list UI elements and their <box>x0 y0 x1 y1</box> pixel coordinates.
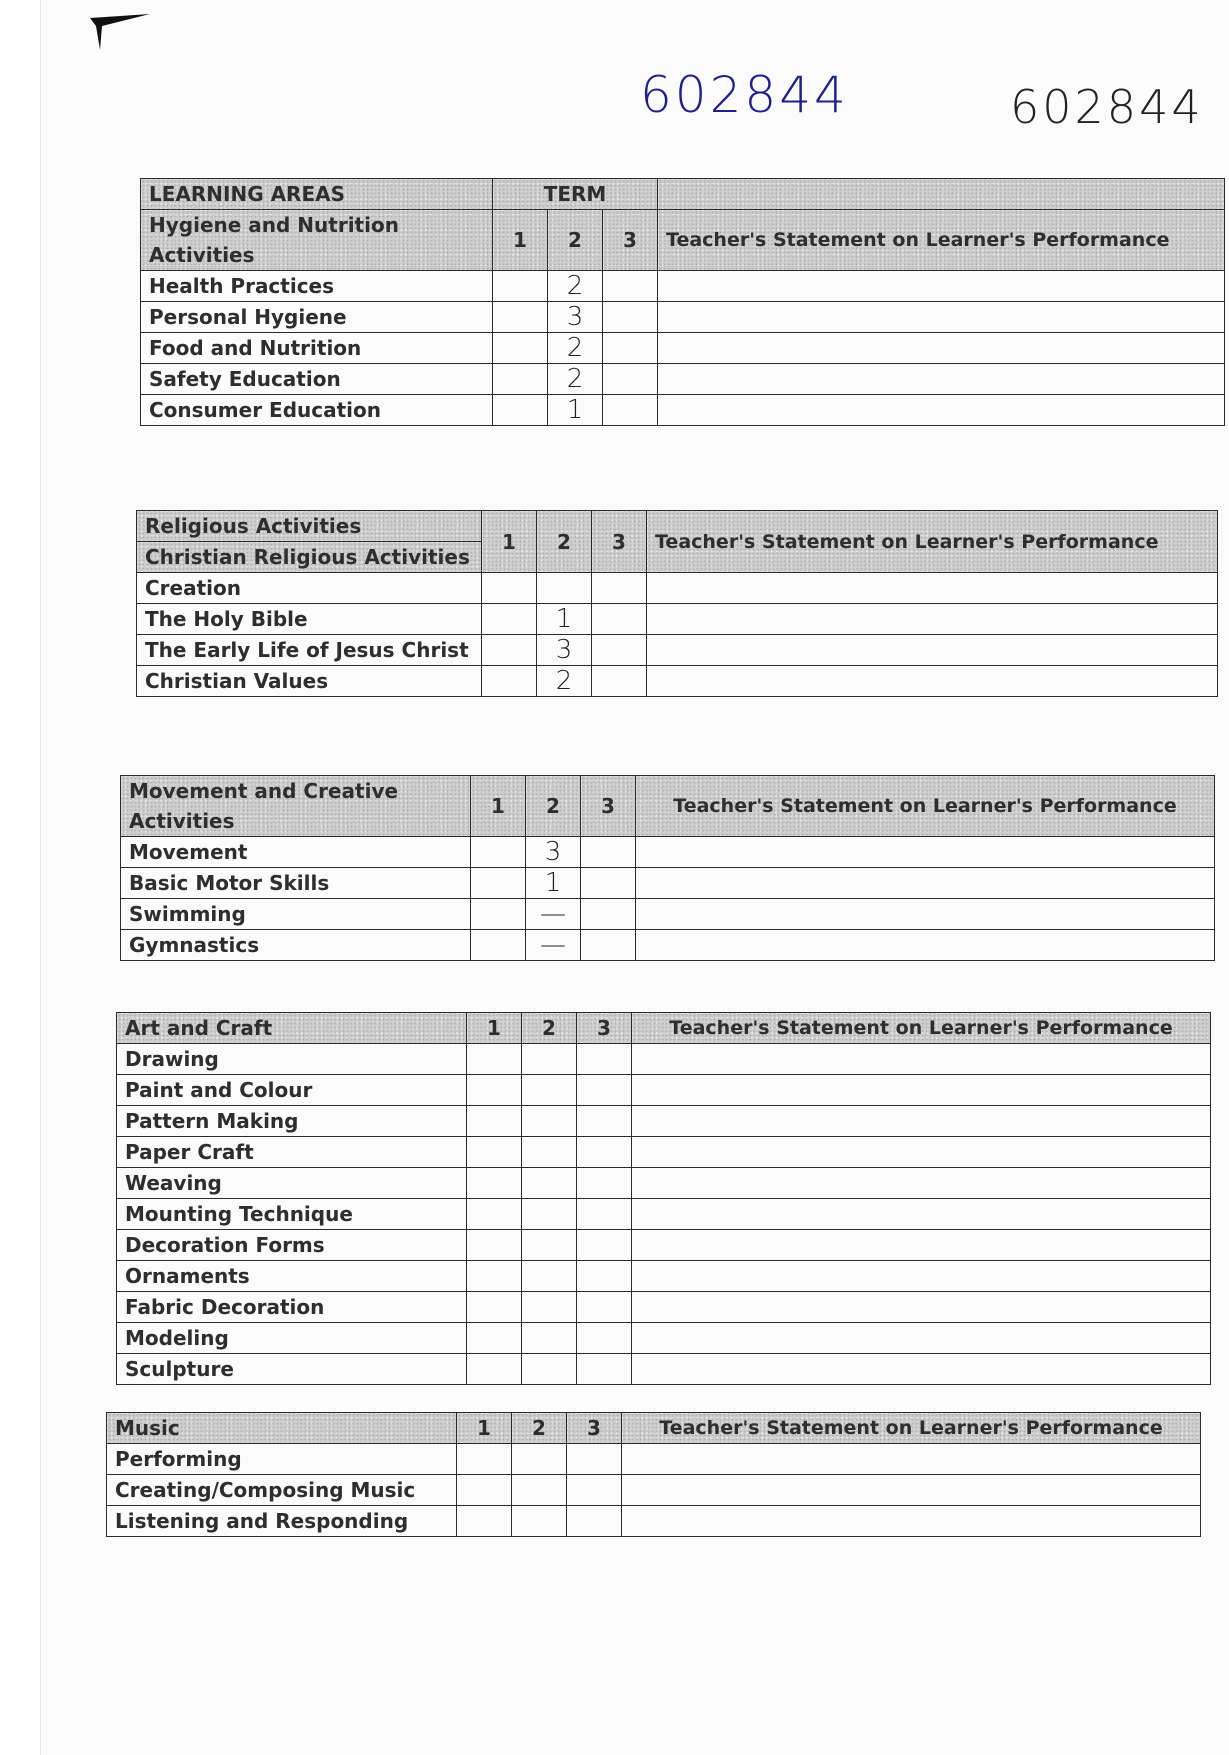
row-label: The Holy Bible <box>137 604 482 635</box>
statement-header: Teacher's Statement on Learner's Performance <box>658 210 1225 271</box>
term-3-cell[interactable] <box>581 930 636 961</box>
row-label: Mounting Technique <box>117 1199 467 1230</box>
term-1-cell[interactable] <box>467 1199 522 1230</box>
term-1-cell[interactable] <box>482 635 537 666</box>
row-label: Health Practices <box>141 271 493 302</box>
row-label: Food and Nutrition <box>141 333 493 364</box>
row-label: Modeling <box>117 1323 467 1354</box>
statement-header-spacer <box>658 179 1225 210</box>
row-label: The Early Life of Jesus Christ <box>137 635 482 666</box>
statement-cell[interactable] <box>658 333 1225 364</box>
statement-cell[interactable] <box>647 635 1218 666</box>
term-3-cell[interactable] <box>577 1354 632 1385</box>
term-1-cell[interactable] <box>467 1137 522 1168</box>
term-1-header: 1 <box>482 511 537 573</box>
statement-cell[interactable] <box>647 573 1218 604</box>
statement-cell[interactable] <box>632 1261 1211 1292</box>
art-craft-table <box>116 1012 1211 1385</box>
term-1-cell[interactable] <box>467 1075 522 1106</box>
row-label: Listening and Responding <box>107 1506 457 1537</box>
row-label: Safety Education <box>141 364 493 395</box>
row-label: Consumer Education <box>141 395 493 426</box>
section-header: Art and Craft <box>117 1013 467 1044</box>
term-2-score[interactable]: 2 <box>548 271 603 302</box>
term-1-cell[interactable] <box>467 1354 522 1385</box>
learning-areas-header: LEARNING AREAS <box>141 179 493 210</box>
term-2-header: 2 <box>548 210 603 271</box>
term-2-score[interactable]: 2 <box>548 333 603 364</box>
statement-cell[interactable] <box>647 604 1218 635</box>
term-1-cell[interactable] <box>467 1106 522 1137</box>
statement-cell[interactable] <box>636 899 1215 930</box>
term-1-cell[interactable] <box>467 1044 522 1075</box>
term-1-cell[interactable] <box>471 837 526 868</box>
term-1-header: 1 <box>493 210 548 271</box>
term-3-cell[interactable] <box>603 333 658 364</box>
term-2-score[interactable]: 2 <box>537 666 592 697</box>
statement-cell[interactable] <box>636 930 1215 961</box>
row-label: Swimming <box>121 899 471 930</box>
term-3-cell[interactable] <box>592 604 647 635</box>
term-3-cell[interactable] <box>577 1292 632 1323</box>
statement-cell[interactable] <box>658 395 1225 426</box>
term-3-header: 3 <box>581 776 636 837</box>
term-2-cell[interactable] <box>522 1323 577 1354</box>
row-label: Christian Values <box>137 666 482 697</box>
term-3-cell[interactable] <box>577 1261 632 1292</box>
statement-cell[interactable] <box>632 1323 1211 1354</box>
term-2-score[interactable]: 3 <box>548 302 603 333</box>
group-label: Christian Religious Activities <box>137 542 482 573</box>
term-2-score[interactable]: 2 <box>548 364 603 395</box>
music-table <box>106 1412 1201 1537</box>
term-2-header: 2 <box>512 1413 567 1444</box>
statement-cell[interactable] <box>632 1354 1211 1385</box>
term-1-header: 1 <box>467 1013 522 1044</box>
statement-cell[interactable] <box>632 1137 1211 1168</box>
term-1-cell[interactable] <box>467 1230 522 1261</box>
term-1-cell[interactable] <box>467 1261 522 1292</box>
term-1-cell[interactable] <box>471 930 526 961</box>
term-1-cell[interactable] <box>493 395 548 426</box>
term-2-cell[interactable] <box>522 1261 577 1292</box>
term-3-cell[interactable] <box>603 395 658 426</box>
term-2-cell[interactable] <box>512 1444 567 1475</box>
term-1-cell[interactable] <box>482 604 537 635</box>
term-1-cell[interactable] <box>457 1444 512 1475</box>
statement-cell[interactable] <box>632 1230 1211 1261</box>
statement-cell[interactable] <box>658 302 1225 333</box>
term-3-cell[interactable] <box>592 666 647 697</box>
row-label: Paper Craft <box>117 1137 467 1168</box>
term-3-cell[interactable] <box>577 1137 632 1168</box>
term-3-cell[interactable] <box>592 573 647 604</box>
term-2-score[interactable]: 1 <box>526 868 581 899</box>
section-header: Music <box>107 1413 457 1444</box>
term-3-cell[interactable] <box>577 1323 632 1354</box>
term-1-cell[interactable] <box>493 364 548 395</box>
movement-creative-table <box>120 775 1215 961</box>
statement-cell[interactable] <box>622 1475 1201 1506</box>
term-1-cell[interactable] <box>482 666 537 697</box>
term-3-cell[interactable] <box>581 837 636 868</box>
row-label: Personal Hygiene <box>141 302 493 333</box>
term-2-score[interactable]: — <box>526 899 581 930</box>
term-2-cell[interactable] <box>522 1168 577 1199</box>
religious-activities-table <box>136 510 1218 697</box>
term-3-cell[interactable] <box>577 1230 632 1261</box>
term-1-cell[interactable] <box>493 271 548 302</box>
section-header: Religious Activities <box>137 511 482 542</box>
statement-cell[interactable] <box>658 271 1225 302</box>
term-2-cell[interactable] <box>522 1137 577 1168</box>
term-1-cell[interactable] <box>471 899 526 930</box>
row-label: Creating/Composing Music <box>107 1475 457 1506</box>
term-2-cell[interactable] <box>522 1044 577 1075</box>
section-header: Movement and Creative Activities <box>121 776 471 837</box>
term-1-cell[interactable] <box>493 333 548 364</box>
row-label: Sculpture <box>117 1354 467 1385</box>
term-3-cell[interactable] <box>603 271 658 302</box>
term-2-cell[interactable] <box>522 1230 577 1261</box>
row-label: Basic Motor Skills <box>121 868 471 899</box>
term-3-header: 3 <box>592 511 647 573</box>
statement-header: Teacher's Statement on Learner's Performance <box>622 1413 1201 1444</box>
statement-cell[interactable] <box>622 1506 1201 1537</box>
row-label: Paint and Colour <box>117 1075 467 1106</box>
row-label: Fabric Decoration <box>117 1292 467 1323</box>
term-2-header: 2 <box>537 511 592 573</box>
term-2-cell[interactable] <box>522 1354 577 1385</box>
term-2-cell[interactable] <box>522 1075 577 1106</box>
statement-cell[interactable] <box>632 1168 1211 1199</box>
term-2-cell[interactable] <box>522 1292 577 1323</box>
term-3-cell[interactable] <box>577 1199 632 1230</box>
term-2-score[interactable]: 3 <box>537 635 592 666</box>
row-label: Decoration Forms <box>117 1230 467 1261</box>
term-1-cell[interactable] <box>457 1475 512 1506</box>
statement-cell[interactable] <box>636 837 1215 868</box>
term-2-header: 2 <box>522 1013 577 1044</box>
corner-staple-mark <box>90 12 160 52</box>
term-2-score[interactable]: 1 <box>537 604 592 635</box>
term-2-score[interactable]: — <box>526 930 581 961</box>
term-2-header: 2 <box>526 776 581 837</box>
row-label: Drawing <box>117 1044 467 1075</box>
term-header: TERM <box>493 179 658 210</box>
term-3-cell[interactable] <box>577 1044 632 1075</box>
handwritten-id-black: 602844 <box>1010 80 1204 134</box>
term-1-cell[interactable] <box>482 573 537 604</box>
row-label: Performing <box>107 1444 457 1475</box>
term-3-cell[interactable] <box>577 1168 632 1199</box>
row-label: Weaving <box>117 1168 467 1199</box>
statement-cell[interactable] <box>632 1075 1211 1106</box>
statement-cell[interactable] <box>658 364 1225 395</box>
term-3-header: 3 <box>603 210 658 271</box>
term-2-cell[interactable] <box>512 1506 567 1537</box>
term-3-header: 3 <box>567 1413 622 1444</box>
term-3-cell[interactable] <box>577 1106 632 1137</box>
term-1-cell[interactable] <box>457 1506 512 1537</box>
statement-cell[interactable] <box>632 1199 1211 1230</box>
term-2-cell[interactable] <box>522 1199 577 1230</box>
statement-cell[interactable] <box>632 1044 1211 1075</box>
hygiene-nutrition-table <box>140 178 1225 426</box>
term-3-cell[interactable] <box>581 899 636 930</box>
handwritten-id-blue: 602844 <box>640 66 849 124</box>
statement-cell[interactable] <box>647 666 1218 697</box>
term-3-cell[interactable] <box>603 364 658 395</box>
statement-cell[interactable] <box>636 868 1215 899</box>
row-label: Pattern Making <box>117 1106 467 1137</box>
term-3-cell[interactable] <box>581 868 636 899</box>
statement-header: Teacher's Statement on Learner's Performance <box>647 511 1218 573</box>
term-3-cell[interactable] <box>567 1444 622 1475</box>
statement-cell[interactable] <box>632 1292 1211 1323</box>
term-1-header: 1 <box>471 776 526 837</box>
row-label: Ornaments <box>117 1261 467 1292</box>
statement-cell[interactable] <box>622 1444 1201 1475</box>
term-2-cell[interactable] <box>512 1475 567 1506</box>
term-1-cell[interactable] <box>467 1168 522 1199</box>
term-1-header: 1 <box>457 1413 512 1444</box>
term-3-cell[interactable] <box>603 302 658 333</box>
term-3-cell[interactable] <box>592 635 647 666</box>
group-label: Hygiene and Nutrition Activities <box>141 210 493 271</box>
term-1-cell[interactable] <box>471 868 526 899</box>
row-label: Movement <box>121 837 471 868</box>
term-1-cell[interactable] <box>467 1292 522 1323</box>
term-1-cell[interactable] <box>493 302 548 333</box>
term-3-cell[interactable] <box>577 1075 632 1106</box>
term-3-cell[interactable] <box>567 1475 622 1506</box>
term-3-cell[interactable] <box>567 1506 622 1537</box>
term-3-header: 3 <box>577 1013 632 1044</box>
statement-header: Teacher's Statement on Learner's Performance <box>636 776 1215 837</box>
statement-cell[interactable] <box>632 1106 1211 1137</box>
term-2-score[interactable] <box>537 573 592 604</box>
term-1-cell[interactable] <box>467 1323 522 1354</box>
term-2-score[interactable]: 1 <box>548 395 603 426</box>
term-2-score[interactable]: 3 <box>526 837 581 868</box>
term-2-cell[interactable] <box>522 1106 577 1137</box>
row-label: Gymnastics <box>121 930 471 961</box>
row-label: Creation <box>137 573 482 604</box>
statement-header: Teacher's Statement on Learner's Performance <box>632 1013 1211 1044</box>
